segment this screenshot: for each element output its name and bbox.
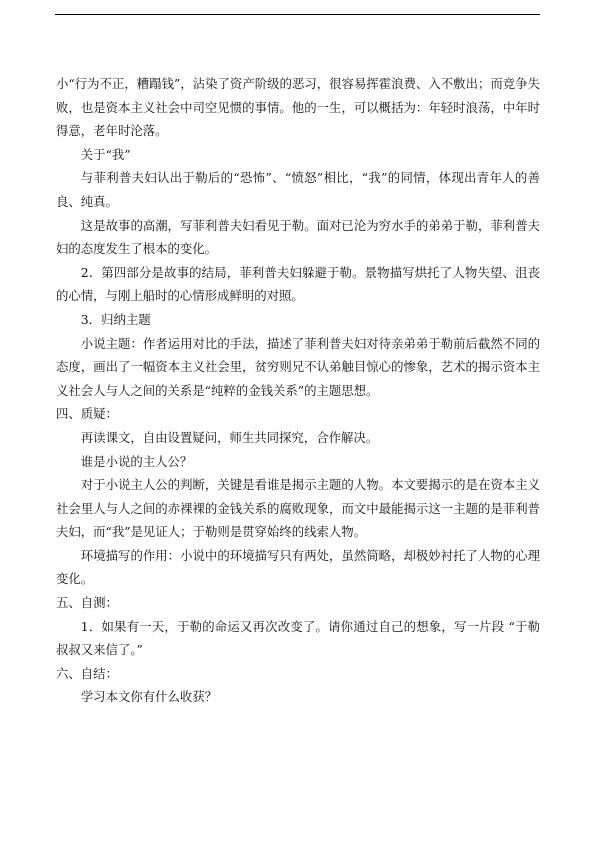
paragraph-continuation: 小“行为不正，糟蹋钱”，沾染了资产阶级的恶习，很容易挥霍浪费、入不敷出；而竞争失败，也是资本主义社会中司空见惯的事情。他的一生，可以概括为：年轻时浪荡，中年时得意，老年时沦落。 <box>56 76 540 139</box>
question-protagonist: 谁是小说的主人公？ <box>80 453 193 469</box>
heading-summarize-theme: 3．归纳主题 <box>80 311 151 327</box>
paragraph-protagonist: 对于小说主人公的判断，关键是看谁是揭示主题的人物。本文要揭示的是在资本主义社会里人与人之间的赤裸裸的金钱关系的腐败现象，而文中最能揭示这一主题的是菲利普夫妇，而“我”是见证人；于勒则是贯穿始终的线索人物。 <box>56 477 540 540</box>
document-body <box>56 72 540 709</box>
paragraph-theme: 小说主题：作者运用对比的手法，描述了菲利普夫妇对待亲弟弟于勒前后截然不同的态度，画出了一幅资本主义社会里，贫穷则兄不认弟触目惊心的惨象，艺术的揭示资本主义社会人与人之间的关系是“纯粹的金钱关系”的主题思想。 <box>56 335 540 398</box>
heading-about-me: 关于“我” <box>80 146 131 162</box>
section-heading-self-summary: 六、自结： <box>56 665 118 681</box>
paragraph-sympathy: 与菲利普夫妇认出于勒后的“恐怖”、“愤怒”相比，“我”的同情，体现出青年人的善良、纯真。 <box>56 170 540 209</box>
paragraph-environment: 环境描写的作用：小说中的环境描写只有两处，虽然简略，却极妙衬托了人物的心理变化。 <box>56 547 540 587</box>
paragraph-reread: 再读课文，自由设置疑问，师生共同探究，合作解决。 <box>80 429 379 445</box>
paragraph-part-four: 2．第四部分是故事的结局，菲利普夫妇躲避于勒。景物描写烘托了人物失望、沮丧的心情，与刚上船时的心情形成鲜明的对照。 <box>56 264 540 304</box>
section-heading-self-test: 五、自测： <box>56 595 118 611</box>
paragraph-climax: 这是故事的高潮，写菲利普夫妇看见于勒。面对已沦为穷水手的弟弟于勒，菲利普夫妇的态度发生了根本的变化。 <box>56 217 540 257</box>
section-heading-questions: 四、质疑： <box>56 406 118 422</box>
paragraph-self-summary: 学习本文你有什么收获？ <box>80 689 218 705</box>
paragraph-self-test-task: 1．如果有一天，于勒的命运又再次改变了。请你通过自己的想象，写一片段 “于勒叔叔又来信了。” <box>56 618 540 658</box>
header-rule <box>55 14 540 15</box>
